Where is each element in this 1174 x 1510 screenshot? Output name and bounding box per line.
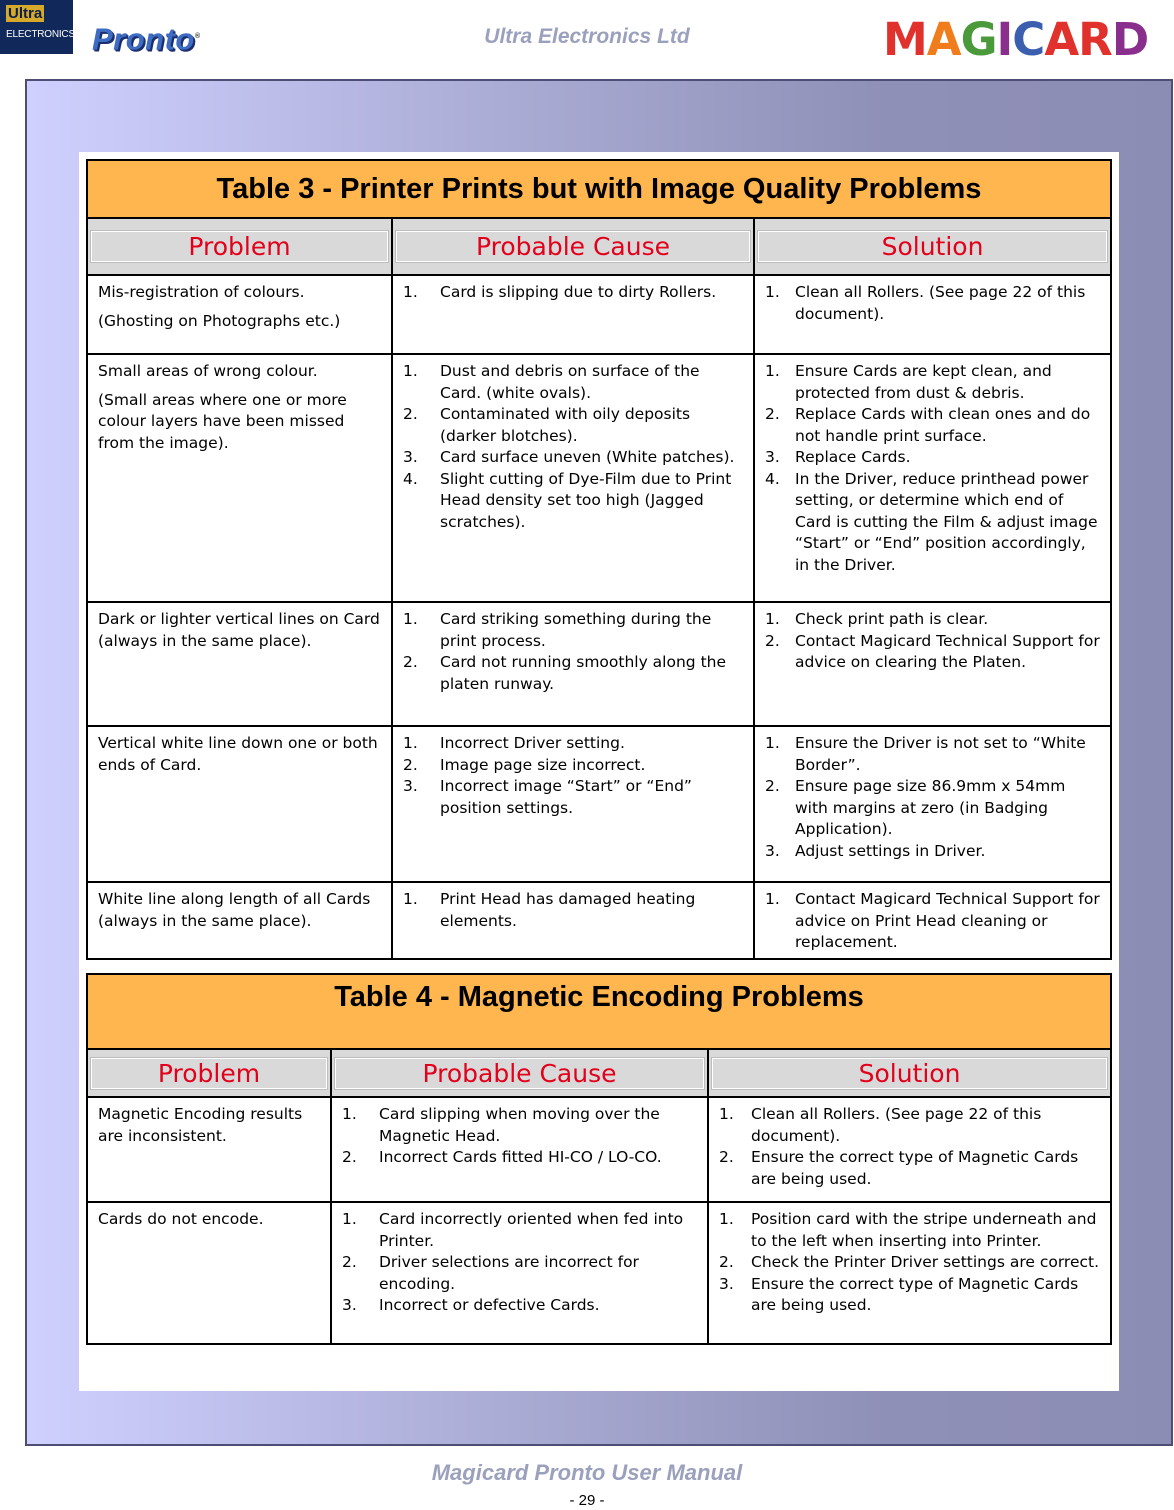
- cause-item: [403, 755, 745, 777]
- table-row: [87, 602, 1111, 726]
- cause-item: [403, 609, 745, 652]
- item-number: 1.: [719, 1105, 734, 1123]
- item-number: 1.: [403, 362, 418, 380]
- item-number: 1.: [403, 890, 418, 908]
- item-number: 2.: [342, 1148, 357, 1166]
- item-number: 3.: [765, 448, 780, 466]
- item-number: 1.: [765, 362, 780, 380]
- item-text: Driver selections are incorrect for encoding.: [379, 1253, 639, 1293]
- item-number: 4.: [765, 469, 780, 488]
- cause-item: [403, 733, 745, 755]
- item-number: 3.: [719, 1274, 734, 1293]
- magicard-logo-letter: R: [1078, 13, 1112, 66]
- magicard-logo-letter: I: [996, 13, 1013, 66]
- solution-cell: [754, 882, 1111, 959]
- item-text: Check the Printer Driver settings are correct.: [751, 1253, 1100, 1271]
- solution-item: [719, 1147, 1102, 1190]
- problem-text: White line along length of all Cards (always in the same place).: [98, 890, 371, 930]
- item-number: 3.: [342, 1296, 357, 1314]
- item-text: Ensure the correct type of Magnetic Cards are being used.: [751, 1274, 1079, 1314]
- table-row: [87, 1202, 1111, 1344]
- manual-title: Magicard Pronto User Manual: [431, 1460, 743, 1485]
- item-text: Incorrect Cards fitted HI-CO / LO-CO.: [379, 1148, 662, 1166]
- item-number: 1.: [403, 734, 418, 752]
- item-text: Incorrect Driver setting.: [440, 734, 625, 752]
- item-text: Card slipping when moving over the Magnetic Head.: [379, 1105, 660, 1145]
- item-number: 3.: [403, 448, 418, 466]
- solution-item: [765, 282, 1102, 325]
- cause-cell: [392, 726, 754, 882]
- solution-item: [765, 776, 1102, 841]
- table-row: [87, 275, 1111, 354]
- cause-item: [403, 652, 745, 695]
- item-text: Ensure Cards are kept clean, and protected from dust & debris.: [795, 362, 1052, 402]
- item-text: Adjust settings in Driver.: [795, 841, 986, 860]
- item-number: 1.: [765, 610, 780, 628]
- item-number: 1.: [403, 283, 418, 301]
- cause-cell: [392, 275, 754, 354]
- problem-text: Vertical white line down one or both ends of Card.: [98, 734, 378, 774]
- logo-ultra-text: Ultra: [8, 5, 43, 22]
- item-text: In the Driver, reduce printhead power setting, or determine which end of Card is cutting the Film & adjust image “Start” or “End” position accordingly, in the Driver.: [795, 469, 1098, 574]
- cause-item: [403, 361, 745, 404]
- solution-cell: [708, 1097, 1111, 1202]
- problem-text: Mis-registration of colours.: [98, 283, 305, 301]
- table-3-title: Table 3 - Printer Prints but with Image Quality Problems: [87, 160, 1111, 218]
- table-row: [87, 726, 1111, 882]
- cause-cell: [392, 882, 754, 959]
- item-number: 4.: [403, 469, 418, 488]
- item-text: Incorrect or defective Cards.: [379, 1296, 600, 1314]
- item-text: Incorrect image “Start” or “End” position settings.: [440, 777, 692, 817]
- problem-cell: [87, 602, 392, 726]
- page-number: - 29 -: [569, 1492, 605, 1509]
- solution-item: [765, 631, 1102, 674]
- item-number: 1.: [765, 283, 780, 301]
- magicard-logo-letter: M: [883, 13, 927, 66]
- item-text: Card incorrectly oriented when fed into Printer.: [379, 1210, 684, 1250]
- cause-item: [403, 447, 745, 469]
- item-number: 2.: [719, 1253, 734, 1271]
- item-number: 3.: [765, 841, 780, 860]
- table-4-title: Table 4 - Magnetic Encoding Problems: [87, 974, 1111, 1049]
- item-number: 1.: [765, 734, 780, 752]
- item-text: Clean all Rollers. (See page 22 of this document).: [795, 283, 1086, 323]
- item-text: Check print path is clear.: [795, 610, 989, 628]
- item-number: 1.: [342, 1210, 357, 1228]
- table-3-header-cause: Probable Cause: [392, 218, 754, 275]
- item-number: 2.: [403, 405, 418, 423]
- table-row: [87, 354, 1111, 602]
- table-3: [86, 159, 1112, 960]
- item-text: Replace Cards with clean ones and do not handle print surface.: [795, 405, 1091, 445]
- item-text: Contact Magicard Technical Support for advice on clearing the Platen.: [795, 631, 1100, 671]
- cause-item: [342, 1104, 699, 1147]
- pronto-logo-text: Pronto: [92, 21, 195, 57]
- magicard-logo-letter: C: [1012, 13, 1045, 66]
- item-text: Card striking something during the print process.: [440, 610, 712, 650]
- magicard-logo-letter: D: [1111, 13, 1149, 66]
- item-number: 2.: [403, 755, 418, 774]
- cause-item: [342, 1295, 699, 1317]
- item-number: 1.: [765, 890, 780, 908]
- cause-item: [403, 404, 745, 447]
- pronto-logo: Pronto®: [92, 21, 201, 57]
- table-4: [86, 973, 1112, 1345]
- solution-cell: [754, 602, 1111, 726]
- item-number: 2.: [403, 653, 418, 671]
- cause-item: [342, 1209, 699, 1252]
- item-number: 2.: [765, 405, 780, 423]
- company-name: Ultra Electronics Ltd: [484, 25, 690, 48]
- solution-item: [765, 447, 1102, 469]
- item-number: 3.: [403, 777, 418, 795]
- problem-text: Magnetic Encoding results are inconsistent.: [98, 1105, 303, 1145]
- solution-cell: [754, 726, 1111, 882]
- item-text: Contact Magicard Technical Support for advice on Print Head cleaning or replacement.: [795, 890, 1100, 951]
- problem-cell: [87, 726, 392, 882]
- problem-text: (Ghosting on Photographs etc.): [98, 311, 341, 330]
- problem-cell: [87, 1202, 331, 1344]
- item-number: 1.: [719, 1210, 734, 1228]
- table-3-header-problem: Problem: [87, 218, 392, 275]
- cause-cell: [331, 1202, 708, 1344]
- magicard-logo: [883, 14, 1148, 66]
- item-text: Ensure page size 86.9mm x 54mm with margins at zero (in Badging Application).: [795, 777, 1066, 838]
- problem-cell: [87, 275, 392, 354]
- magicard-logo-letter: A: [1044, 13, 1079, 66]
- problem-cell: [87, 1097, 331, 1202]
- cause-cell: [392, 602, 754, 726]
- solution-cell: [754, 354, 1111, 602]
- problem-cell: [87, 354, 392, 602]
- cause-item: [342, 1147, 699, 1169]
- table-row: [87, 1097, 1111, 1202]
- problem-cell: [87, 882, 392, 959]
- item-number: 2.: [765, 631, 780, 650]
- item-text: Dust and debris on surface of the Card. (white ovals).: [440, 362, 700, 402]
- logo-electronics-text: ELECTRONICS: [6, 29, 75, 40]
- cause-cell: [331, 1097, 708, 1202]
- table-4-header-problem: Problem: [87, 1049, 331, 1097]
- solution-cell: [754, 275, 1111, 354]
- table-3-header-solution: Solution: [754, 218, 1111, 275]
- table-4-header-cause: Probable Cause: [331, 1049, 708, 1097]
- item-text: Position card with the stripe underneath and to the left when inserting into Printer.: [751, 1210, 1097, 1250]
- solution-item: [765, 733, 1102, 776]
- item-text: Contaminated with oily deposits (darker blotches).: [440, 405, 691, 445]
- item-number: 1.: [403, 610, 418, 628]
- cause-cell: [392, 354, 754, 602]
- solution-item: [765, 404, 1102, 447]
- magicard-logo-letter: A: [926, 13, 961, 66]
- table-4-header-solution: Solution: [708, 1049, 1111, 1097]
- item-text: Card not running smoothly along the platen runway.: [440, 653, 727, 693]
- item-text: Slight cutting of Dye-Film due to Print Head density set too high (Jagged scratches).: [440, 469, 732, 531]
- solution-item: [719, 1252, 1102, 1274]
- solution-item: [765, 469, 1102, 577]
- magicard-logo-letter: G: [960, 13, 997, 66]
- solution-item: [765, 841, 1102, 863]
- item-number: 2.: [719, 1148, 734, 1166]
- cause-item: [342, 1252, 699, 1295]
- cause-item: [403, 282, 745, 304]
- solution-item: [765, 889, 1102, 954]
- item-number: 1.: [342, 1105, 357, 1123]
- cause-item: [403, 889, 745, 932]
- item-text: Replace Cards.: [795, 448, 911, 466]
- solution-item: [765, 609, 1102, 631]
- item-text: Card surface uneven (White patches).: [440, 448, 735, 466]
- cause-item: [403, 469, 745, 534]
- problem-text: (Small areas where one or more colour layers have been missed from the image).: [98, 390, 347, 452]
- item-text: Ensure the Driver is not set to “White Border”.: [795, 734, 1086, 774]
- item-text: Clean all Rollers. (See page 22 of this document).: [751, 1105, 1042, 1145]
- problem-text: Dark or lighter vertical lines on Card (always in the same place).: [98, 610, 380, 650]
- problem-text: Cards do not encode.: [98, 1210, 264, 1228]
- item-text: Image page size incorrect.: [440, 755, 646, 774]
- item-text: Ensure the correct type of Magnetic Cards are being used.: [751, 1148, 1079, 1188]
- item-number: 2.: [342, 1253, 357, 1271]
- item-text: Card is slipping due to dirty Rollers.: [440, 283, 717, 301]
- item-number: 2.: [765, 777, 780, 795]
- problem-text: Small areas of wrong colour.: [98, 362, 318, 380]
- table-row: [87, 882, 1111, 959]
- solution-cell: [708, 1202, 1111, 1344]
- solution-item: [719, 1274, 1102, 1317]
- solution-item: [719, 1209, 1102, 1252]
- solution-item: [765, 361, 1102, 404]
- solution-item: [719, 1104, 1102, 1147]
- item-text: Print Head has damaged heating elements.: [440, 890, 696, 930]
- cause-item: [403, 776, 745, 819]
